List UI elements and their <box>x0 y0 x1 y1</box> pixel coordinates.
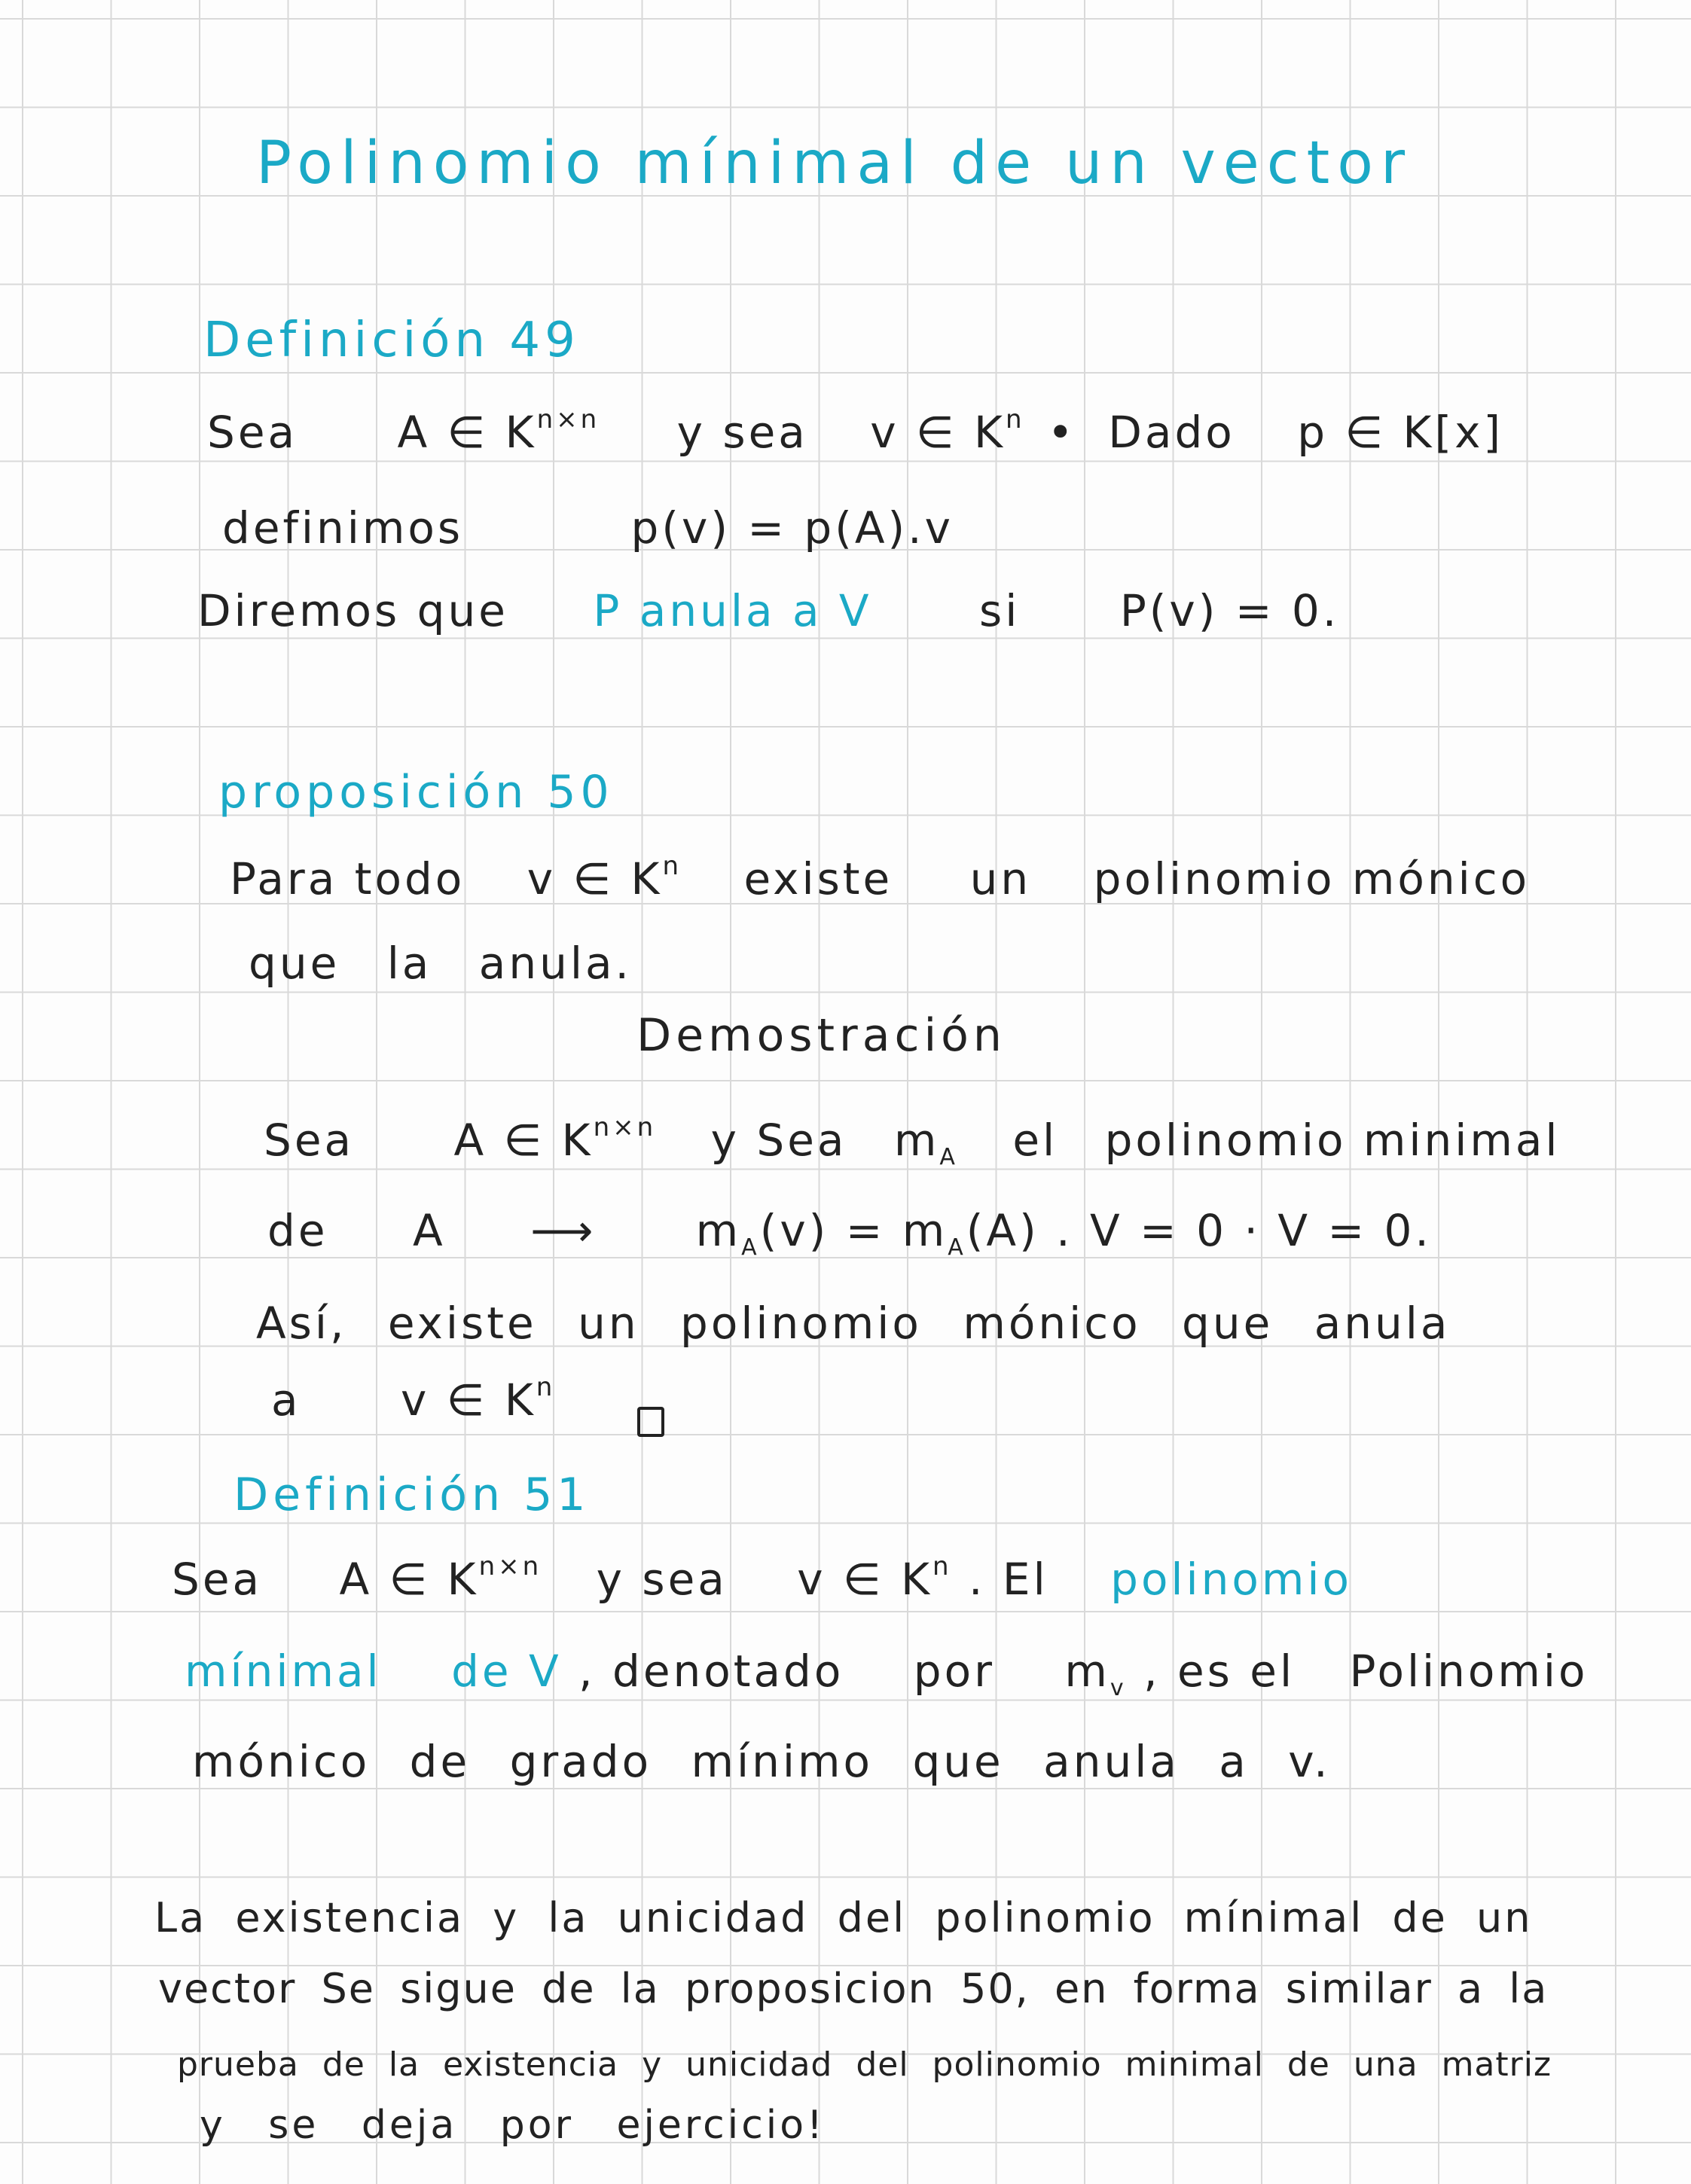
definition-51-line-3: mónico de grado mínimo que anula a v. <box>192 1736 1331 1787</box>
def49-condition: P(v) = 0. <box>1119 585 1340 636</box>
page-title: Polinomio mínimal de un vector <box>256 130 1413 197</box>
closing-line-3: prueba de la existencia y unicidad del polinomio minimal de una matriz <box>177 2045 1552 2084</box>
def49-polynomial-ring: p ∈ K[x] <box>1297 407 1504 458</box>
def51-por: por <box>913 1646 995 1697</box>
def51-es-el: , es el <box>1143 1646 1296 1697</box>
definition-49-heading: Definición 49 <box>203 313 580 368</box>
proof-line-2 <box>267 1205 1432 1261</box>
def49-formula: p(v) = p(A).v <box>630 502 954 554</box>
qed-box-icon <box>637 1402 664 1444</box>
prop50-polinomio-monico: polinomio mónico <box>1093 853 1531 904</box>
def49-sea: Sea <box>207 407 298 458</box>
def51-el: . El <box>969 1554 1048 1605</box>
proof-title: Demostración <box>636 1009 1006 1062</box>
def51-denotado: , denotado <box>578 1646 844 1697</box>
def51-minimal: mínimal <box>185 1646 382 1697</box>
def49-dado: Dado <box>1108 407 1235 458</box>
def51-matrix-set: A ∈ $K^{n\times n}$ <box>339 1551 542 1605</box>
proof-y-sea: y Sea <box>710 1115 847 1166</box>
prop50-vector-set: v ∈ $K^n$ <box>527 851 682 904</box>
proposition-50-line-2: que la anula. <box>249 938 632 989</box>
def51-y-sea: y sea <box>596 1554 728 1605</box>
def51-vector-set: v ∈ $K^n$ <box>797 1551 952 1605</box>
proof-line-3: Así, existe un polinomio mónico que anula <box>256 1298 1451 1349</box>
def51-polinomio: polinomio <box>1110 1554 1352 1605</box>
def49-definimos: definimos <box>222 502 464 554</box>
prop50-un: un <box>969 853 1032 904</box>
def49-vector-set: v ∈ $K^n$ <box>870 404 1025 458</box>
proof-a: A <box>412 1205 446 1256</box>
def51-symbol: $m_v$ <box>1064 1646 1127 1701</box>
def49-diremos-que: Diremos que <box>197 585 508 636</box>
proof-line-1 <box>264 1112 1561 1170</box>
closing-line-2: vector Se sigue de la proposicion 50, en forma similar a la <box>158 1965 1549 2012</box>
definition-49-line-2 <box>222 502 954 554</box>
proof-matrix-set: A ∈ $K^{n\times n}$ <box>453 1112 657 1166</box>
def51-de-v: de V <box>451 1646 562 1697</box>
def49-si: si <box>979 585 1021 636</box>
closing-line-1: La existencia y la unicidad del polinomio mínimal de un <box>154 1894 1533 1942</box>
proof-sea: Sea <box>264 1115 355 1166</box>
proof-vector-set: v ∈ $K^n$ <box>400 1372 556 1426</box>
definition-51-line-1 <box>172 1551 1352 1605</box>
definition-51-heading: Definición 51 <box>234 1469 591 1521</box>
def49-y-sea: y sea <box>676 407 808 458</box>
proof-equation: $m_A(v) = m_A(A)$ . V = 0 · V = 0. <box>695 1205 1432 1261</box>
def49-matrix-set: A ∈ $K^{n\times n}$ <box>397 404 600 458</box>
definition-49-line-1: Sea A ∈ $K^{n\times n}$ y sea v ∈ $K^n$ • Dado p ∈ K[x] <box>207 404 1504 458</box>
proof-line-4 <box>271 1372 556 1426</box>
proof-el: el <box>1012 1115 1058 1166</box>
closing-line-4: y se deja por ejercicio! <box>200 2103 826 2148</box>
proof-minimal-poly-symbol: $m_A$ <box>893 1115 958 1170</box>
proposition-50-heading: proposición 50 <box>218 766 614 819</box>
def51-polinomio-word: Polinomio <box>1349 1646 1589 1697</box>
prop50-para-todo: Para todo <box>230 853 465 904</box>
proposition-50-line-1 <box>230 851 1531 904</box>
definition-51-line-2 <box>185 1646 1589 1701</box>
def49-annuls-phrase: P anula a V <box>593 585 872 636</box>
proof-polinomio-minimal: polinomio minimal <box>1104 1115 1561 1166</box>
implies-arrow-icon: ⟶ <box>530 1205 597 1256</box>
def51-sea: Sea <box>172 1554 263 1605</box>
proof-de: de <box>267 1205 328 1256</box>
proof-a-word: a <box>271 1374 301 1426</box>
prop50-existe: existe <box>743 853 893 904</box>
definition-49-line-3 <box>197 585 1340 636</box>
